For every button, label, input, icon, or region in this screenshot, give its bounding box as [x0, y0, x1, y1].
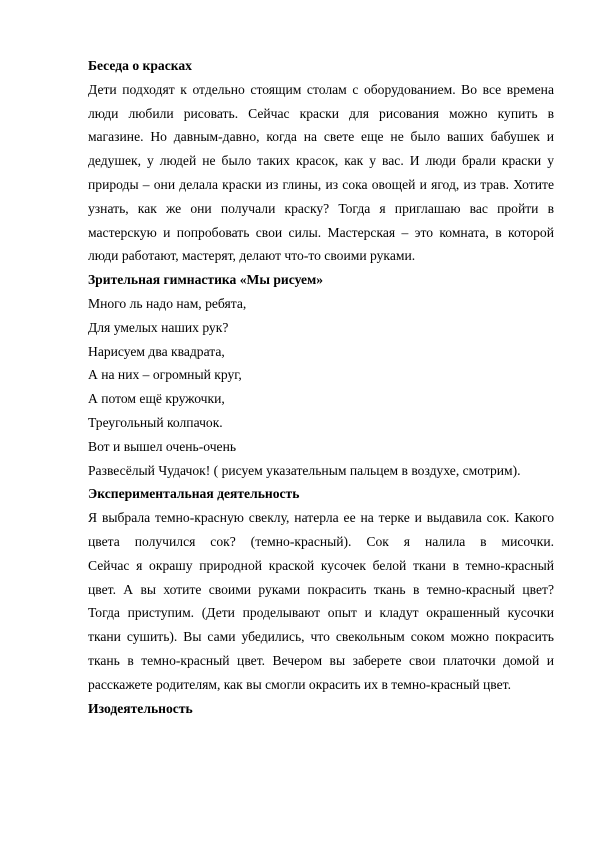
poem-line: Треугольный колпачок.	[88, 414, 223, 430]
paragraph-line: Дети подходят к отдельно стоящим столам с оборудованием. Во все времена	[88, 81, 554, 97]
paragraph-line: расскажете родителям, как вы смогли окрасить их в темно-красный цвет.	[88, 676, 511, 692]
paragraph-line: узнать, как же они получали краску? Тогда я приглашаю вас пройти в	[88, 200, 554, 216]
paragraph-line: люди работают, мастерят, делают что-то своими руками.	[88, 248, 416, 264]
paragraph-line: дедушек, у людей не было таких красок, как у вас. И люди брали краски у	[88, 153, 554, 169]
poem-line: Развесёлый Чудачок! ( рисуем указательным пальцем в воздухе, смотрим).	[88, 462, 521, 478]
paragraph-line: мастерскую и попробовать свои силы. Мастерская – это комната, в которой	[88, 224, 554, 240]
poem-line: Нарисуем два квадрата,	[88, 343, 225, 359]
paragraph-line: ткань в темно-красный цвет. Вечером вы заберете свои платочки домой и	[88, 652, 554, 668]
document-body	[88, 54, 554, 720]
paragraph-line: цвета получился сок? (темно-красный). Сок я налила в мисочки.	[88, 533, 554, 549]
paragraph-line: магазине. Но давным-давно, когда на свете еще не было ваших бабушек и	[88, 129, 554, 145]
paragraph-line: ткани сушить). Вы сами убедились, что свекольным соком можно покрасить	[88, 629, 554, 645]
poem-line: Вот и вышел очень-очень	[88, 438, 237, 454]
paragraph-line: Сейчас я окрашу природной краской кусочек белой ткани в темно-красный	[88, 557, 554, 573]
poem-line: Для умелых наших рук?	[88, 319, 229, 335]
section-heading-art-activity: Изодеятельность	[88, 700, 193, 716]
section-heading-experiment: Экспериментальная деятельность	[88, 486, 300, 502]
paragraph-line: люди любили рисовать. Сейчас краски для рисования можно купить в	[88, 105, 554, 121]
paragraph-line: цвет. А вы хотите своими руками покрасить ткань в темно-красный цвет?	[88, 581, 554, 597]
paragraph-line: природы – они делала краски из глины, из сока овощей и ягод, из трав. Хотите	[88, 176, 554, 192]
paragraph-line: Я выбрала темно-красную свеклу, натерла ее на терке и выдавила сок. Какого	[88, 510, 554, 526]
paragraph-line: Тогда приступим. (Дети проделывают опыт и кладут окрашенный кусочки	[88, 605, 554, 621]
poem-line: Много ль надо нам, ребята,	[88, 295, 247, 311]
poem-line: А на них – огромный круг,	[88, 367, 242, 383]
section-heading-eye-gymnastics: Зрительная гимнастика «Мы рисуем»	[88, 272, 324, 288]
section-heading-paint-talk: Беседа о красках	[88, 58, 192, 73]
poem-line: А потом ещё кружочки,	[88, 391, 225, 407]
